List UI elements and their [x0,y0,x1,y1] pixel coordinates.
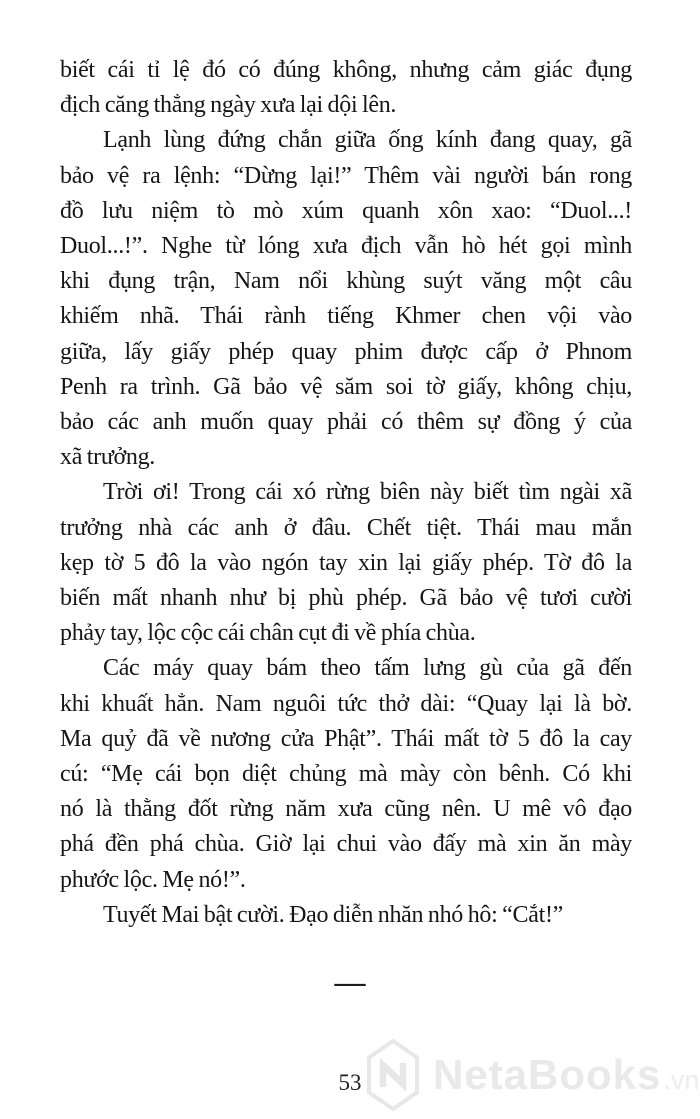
watermark-brand-text: NetaBooks [433,1051,662,1098]
text-line: Các máy quay bám theo tấm lưng gù của gã đến [103,655,632,682]
text-line: Penh ra trình. Gã bảo vệ săm soi tờ giấy, không chịu, [60,373,632,400]
text-line: khiếm nhã. Thái rành tiếng Khmer chen vội vào [60,303,632,330]
text-line: địch căng thẳng ngày xưa lại dội lên. [60,92,397,119]
text-line: cú: “Mẹ cái bọn diệt chủng mà mày còn bênh. Có khi [60,761,632,788]
text-line: Tuyết Mai bật cười. Đạo diễn nhăn nhó hô: “Cắt!” [103,901,563,928]
text-line: phước lộc. Mẹ nó!”. [60,866,246,893]
watermark-suffix-text: .vn [663,1065,700,1095]
text-line: phá đền phá chùa. Giờ lại chui vào đấy mà xin ăn mày [60,831,632,858]
text-line: nó là thằng đốt rừng năm xưa cũng nên. U mê vô đạo [60,796,632,823]
text-line: trưởng nhà các anh ở đâu. Chết tiệt. Thái mau mắn [60,514,632,541]
text-line: kẹp tờ 5 đô la vào ngón tay xin lại giấy phép. Tờ đô la [60,549,632,576]
text-line: xã trưởng. [60,444,156,471]
text-line: đồ lưu niệm tò mò xúm quanh xôn xao: “Duol...! [60,197,632,224]
text-line: phảy tay, lộc cộc cái chân cụt đi về phía chùa. [60,620,476,647]
text-line: Trời ơi! Trong cái xó rừng biên này biết tìm ngài xã [103,479,632,506]
text-line: giữa, lấy giấy phép quay phim được cấp ở Phnom [60,338,632,365]
section-separator-dash: — [334,964,366,999]
text-line: Duol...!”. Nghe từ lóng xưa địch vẫn hò hét gọi mình [60,233,632,260]
text-line: bảo vệ ra lệnh: “Dừng lại!” Thêm vài người bán rong [60,162,632,189]
body-text [60,53,632,933]
text-line: Lạnh lùng đứng chắn giữa ống kính đang quay, gã [103,127,632,154]
text-line: bảo các anh muốn quay phải có thêm sự đồng ý của [60,409,632,436]
text-line: biết cái tỉ lệ đó có đúng không, nhưng cảm giác đụng [60,57,632,83]
text-line: khi đụng trận, Nam nổi khùng suýt văng một câu [60,268,632,295]
text-line: biến mất nhanh như bị phù phép. Gã bảo vệ tươi cười [60,585,632,612]
text-line: khi khuất hẳn. Nam nguôi tức thở dài: “Quay lại là bờ. [60,690,632,717]
text-line: Ma quỷ đã về nương cửa Phật”. Thái mất tờ 5 đô la cay [60,725,632,752]
page-number: 53 [338,1070,362,1095]
